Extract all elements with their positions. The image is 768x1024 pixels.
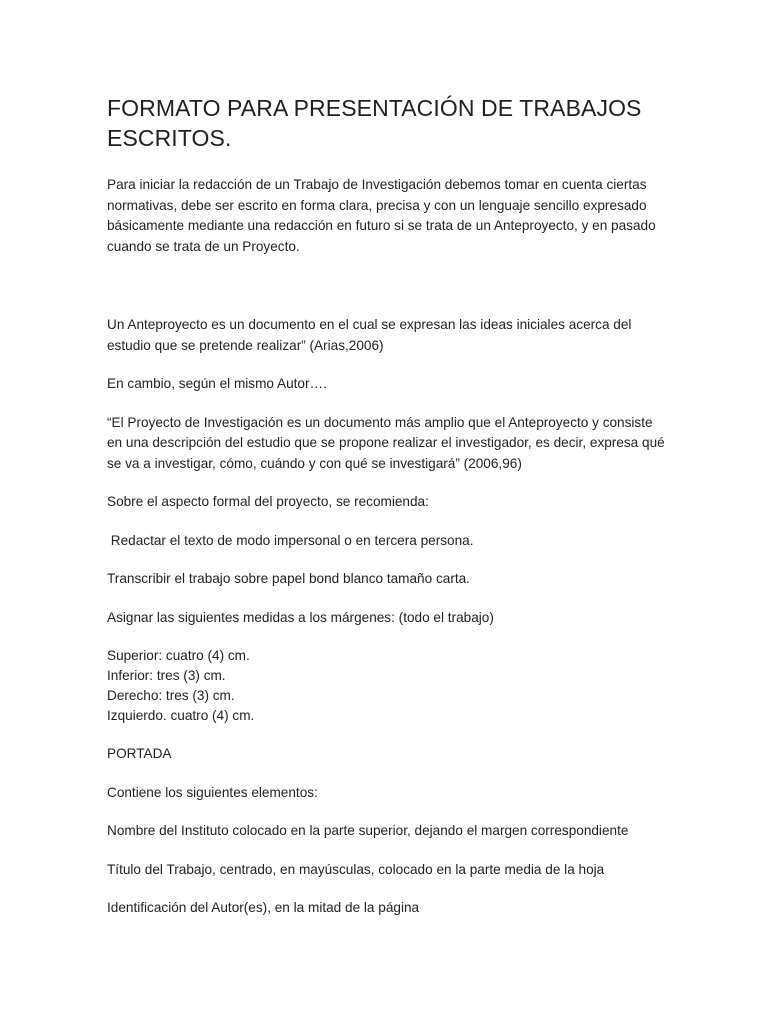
transcribir-paragraph: Transcribir el trabajo sobre papel bond blanco tamaño carta. [107,571,470,586]
proyecto-definition: “El Proyecto de Investigación es un documento más amplio que el Anteproyecto y consiste en una descripción del estudio que se propone realizar el investigador, es decir, expresa qué se va a investigar, cómo, cuándo y con qué se investigará” (2006,96) [107,414,665,471]
contiene-paragraph: Contiene los siguientes elementos: [107,784,318,800]
titulo-trabajo-paragraph: Título del Trabajo, centrado, en mayúsculas, colocado en la parte media de la hoja [107,861,605,877]
nombre-instituto-paragraph: Nombre del Instituto colocado en la parte superior, dejando el margen correspondiente [107,823,629,838]
blank-gap [107,275,667,315]
margins-list [107,646,667,726]
margin-superior: Superior: cuatro (4) cm. [107,648,250,663]
redactar-paragraph: Redactar el texto de modo impersonal o en tercera persona. [107,532,474,548]
margin-derecho: Derecho: tres (3) cm. [107,688,235,703]
aspecto-formal-paragraph: Sobre el aspecto formal del proyecto, se recomienda: [107,494,429,509]
asignar-paragraph: Asignar las siguientes medidas a los márgenes: (todo el trabajo) [107,609,494,625]
document-title: FORMATO PARA PRESENTACIÓN DE TRABAJOS ESCRITOS. [107,95,642,151]
intro-paragraph: Para iniciar la redacción de un Trabajo de Investigación debemos tomar en cuenta ciertas normativas, debe ser escrito en forma clara, precisa y con un lenguaje sencillo expresado básicamente mediante una redacción en futuro si se trata de un Anteproyecto, y en pasado cuando se trata de un Proyecto. [107,177,656,254]
portada-heading: PORTADA [107,746,172,761]
anteproyecto-definition: Un Anteproyecto es un documento en el cual se expresan las ideas iniciales acerca del estudio que se pretende realizar” (Arias,2006) [107,317,632,353]
margin-izquierdo: Izquierdo. cuatro (4) cm. [107,708,255,723]
margin-inferior: Inferior: tres (3) cm. [107,668,226,683]
document-page [107,93,667,919]
identificacion-paragraph: Identificación del Autor(es), en la mitad de la página [107,900,420,915]
en-cambio-paragraph: En cambio, según el mismo Autor…. [107,376,327,391]
